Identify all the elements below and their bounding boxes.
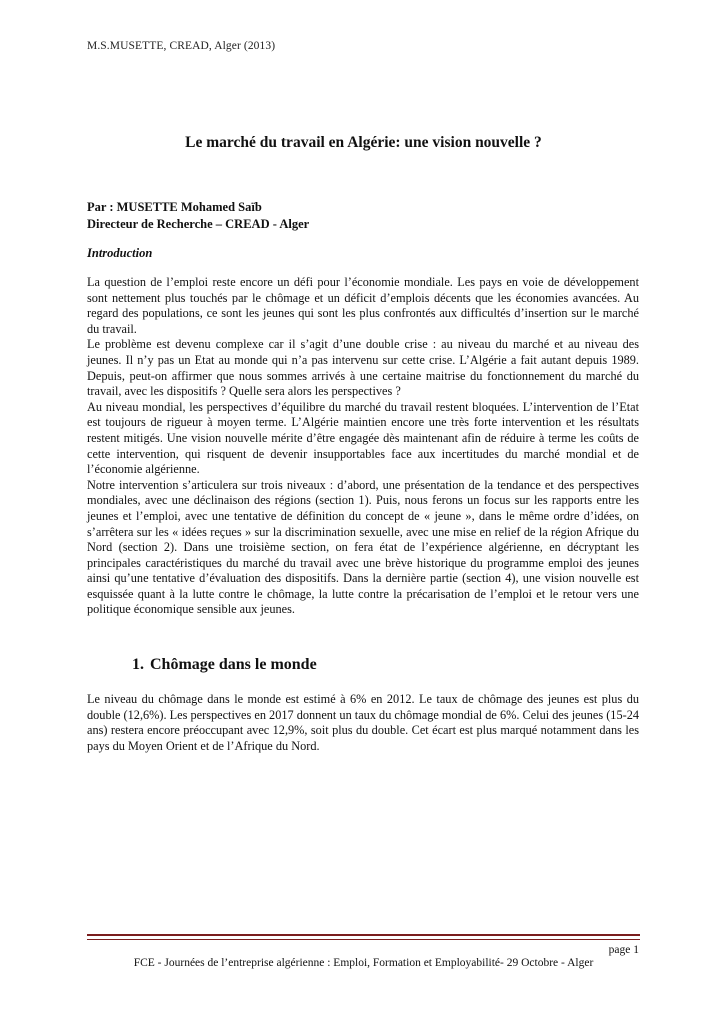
footer-text: FCE - Journées de l’entreprise algérienne : Emploi, Formation et Employabilité- 29 Octobre - Alger	[133, 957, 594, 969]
introduction-body	[87, 275, 639, 618]
section-title: Chômage dans le monde	[150, 656, 317, 673]
section-number: 1.	[132, 656, 144, 673]
author-affiliation: Directeur de Recherche – CREAD - Alger	[87, 217, 310, 231]
author-name: Par : MUSETTE Mohamed Saïb	[87, 200, 262, 214]
footer-rule	[87, 934, 640, 936]
section-1-heading	[132, 656, 317, 674]
introduction-heading: Introduction	[87, 246, 153, 260]
intro-paragraph: Le problème est devenu complexe car il s’agit d’une double crise : au niveau du marché et au niveau des jeunes. Il n’y pas un Etat au monde qui n’a pas intervenu sur cette crise. L’Algérie a fait autant depuis 1989. Depuis, peut-on affirmer que nous sommes arrivés à une certaine maitrise du fonctionnement du marché du travail, avec les dispositifs ? Quelle sera alors les perspectives ?	[87, 337, 639, 399]
footer-rule-thin	[87, 939, 640, 940]
page-number: page 1	[608, 944, 639, 956]
intro-paragraph: La question de l’emploi reste encore un défi pour l’économie mondiale. Les pays en voie de développement sont nettement plus touchés par le chômage et un déficit d’emplois décents que les économies avancées. Au regard des populations, ce sont les jeunes qui sont les plus confrontés aux difficultés d’insertion sur le marché du travail.	[87, 275, 639, 336]
section-1-paragraph: Le niveau du chômage dans le monde est estimé à 6% en 2012. Le taux de chômage des jeunes est plus du double (12,6%). Les perspectives en 2017 donnent un taux du chômage mondial de 6%. Celui des jeunes (15-24 ans) restera encore préoccupant avec 12,9%, soit plus du double. Cet écart est plus marqué notamment dans les pays du Moyen Orient et de l’Afrique du Nord.	[87, 692, 639, 753]
intro-paragraph: Notre intervention s’articulera sur trois niveaux : d’abord, une présentation de la tendance et des perspectives mondiales, avec une déclinaison des régions (section 1). Puis, nous ferons un focus sur les rapports entre les jeunes et l’emploi, avec une tentative de définition du concept de « jeune », dans le même ordre d’idées, on s’arrêtera sur les « idées reçues » sur la discrimination sexuelle, avec une mise en relief de la région Afrique du Nord (section 2). Dans une troisième section, on fera état de l’expérience algérienne, en décryptant les principales caractéristiques du marché du travail avec une brève historique du programme emploi des jeunes ainsi qu’une tentative d’évaluation des dispositifs. Dans la dernière partie (section 4), une vision nouvelle est esquissée quant à la lutte contre le chômage, la lutte contre la précarisation de l’emploi et le retour vers une politique économique sensible aux jeunes.	[87, 477, 639, 617]
intro-paragraph: Au niveau mondial, les perspectives d’équilibre du marché du travail restent bloquées. L’intervention de l’Etat est toujours de rigueur à moyen terme. L’Algérie maintien encore une très forte intervention et les résultats restent mitigés. Une vision nouvelle mérite d’être engagée dès maintenant afin de réduire à terme les coûts de cette intervention, qui risquent de devenir insupportables face aux incertitudes du marché mondial et de l’économie algérienne.	[87, 399, 639, 477]
document-title: Le marché du travail en Algérie: une vision nouvelle ?	[185, 134, 542, 151]
author-block	[87, 199, 309, 233]
running-header: M.S.MUSETTE, CREAD, Alger (2013)	[87, 40, 276, 52]
